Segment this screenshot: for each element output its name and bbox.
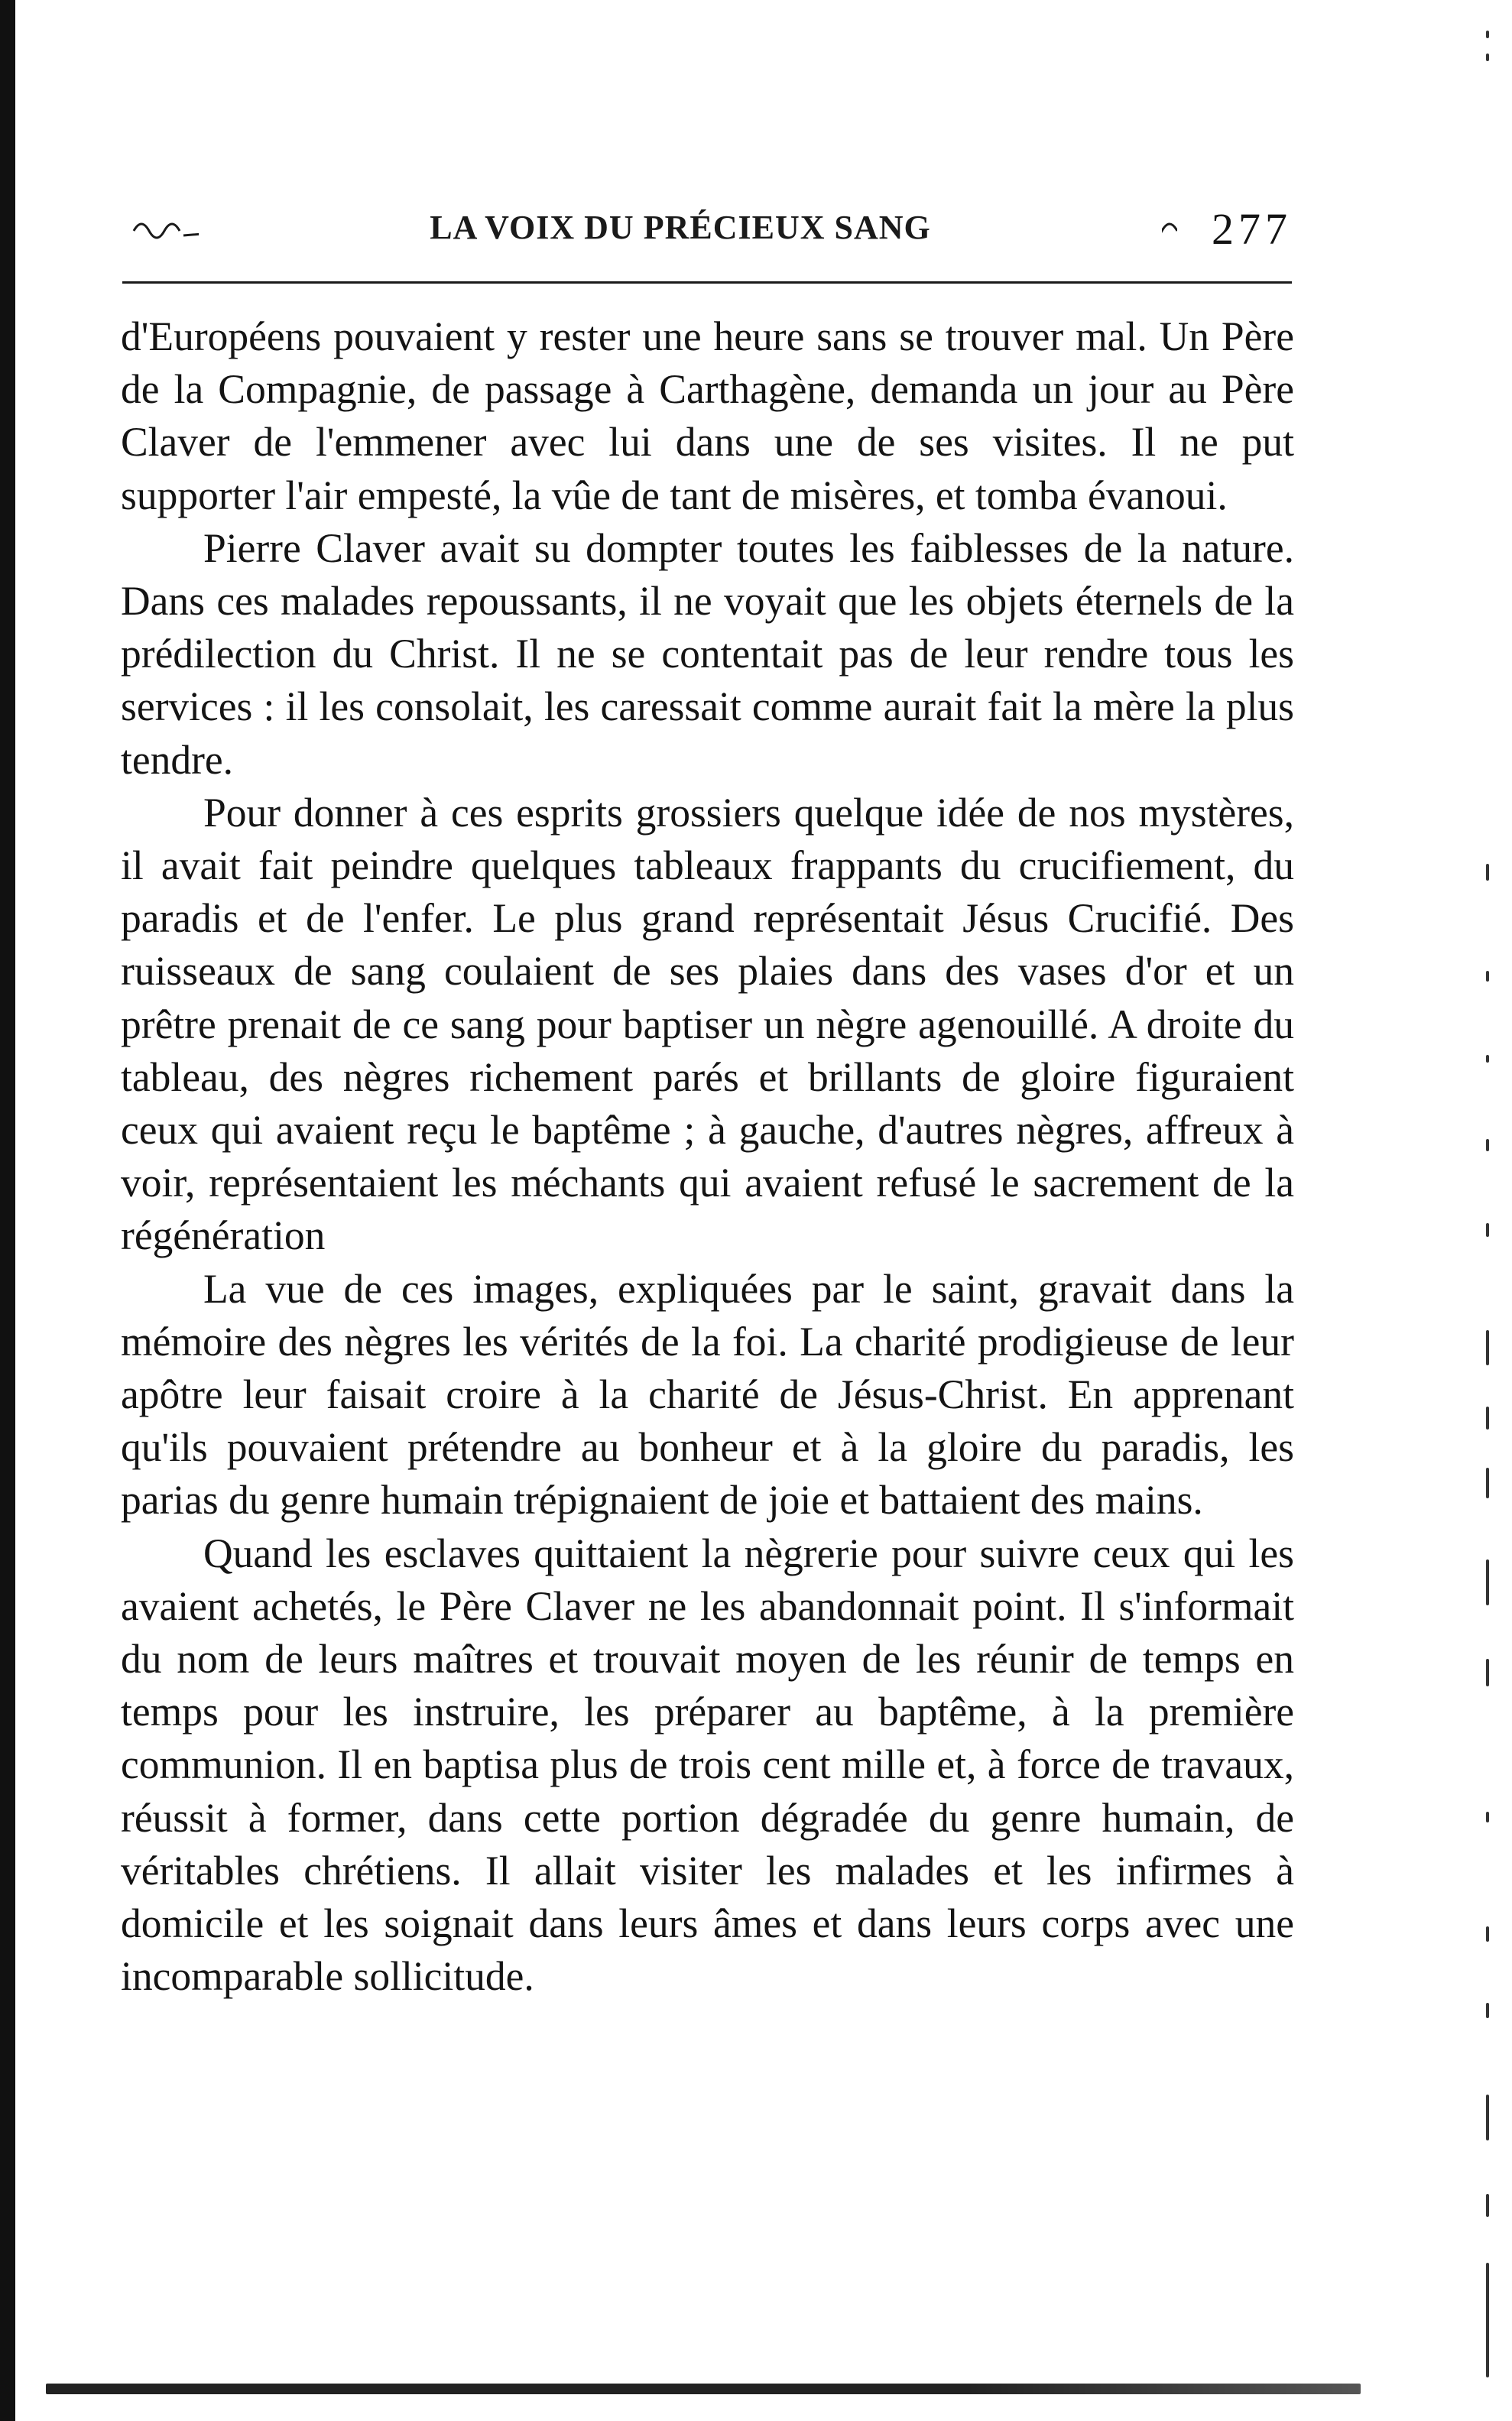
scan-edge-marks xyxy=(1486,31,1495,2400)
scan-binding-edge xyxy=(0,0,15,2421)
paragraph: La vue de ces images, expliquées par le saint, gravait dans la mémoire des nègres les vérités de la foi. La charité prodigieuse de leur apôtre leur faisait croire à la charité de Jésus-Christ. En apprenant qu'ils pouvaient prétendre au bonheur et à la gloire du paradis, les parias du genre humain trépignaient de joie et battaient des mains. xyxy=(121,1265,1294,1524)
running-title: LA VOIX DU PRÉCIEUX SANG xyxy=(199,208,1162,247)
scan-bottom-edge xyxy=(46,2384,1361,2394)
paragraph: Pierre Claver avait su dompter toutes les faiblesses de la nature. Dans ces malades repoussants, il ne voyait que les objets éternels de la prédilection du Christ. Il ne se contentait pas de leur rendre tous les services : il les consolait, les caressait comme aurait fait la mère la plus tendre. xyxy=(121,524,1294,783)
body-text xyxy=(121,310,1294,2004)
header-rule xyxy=(122,281,1292,284)
page-number: 277 xyxy=(1212,204,1292,254)
paragraph: Pour donner à ces esprits grossiers quelque idée de nos mystères, il avait fait peindre quelques tableaux frappants du crucifiement, du paradis et de l'enfer. Le plus grand représentait Jésus Crucifié. Des ruisseaux de sang coulaient de ses plaies dans des vases d'or et un prêtre prenait de ce sang pour baptiser un nègre agenouillé. A droite du tableau, des nègres richement parés et brillants de gloire figuraient ceux qui avaient reçu le baptême ; à gauche, d'autres nègres, affreux à voir, représentaient les méchants qui avaient refusé le sacrement de la régénération xyxy=(121,789,1294,1259)
paragraph: d'Européens pouvaient y rester une heure sans se trouver mal. Un Père de la Compagnie, de passage à Carthagène, demanda un jour au Père Claver de l'emmener avec lui dans une de ses visites. Il ne put supporter l'air empesté, la vûe de tant de misères, et tomba évanoui. xyxy=(121,313,1294,518)
page-header xyxy=(130,200,1292,261)
paragraph: Quand les esclaves quittaient la nègrerie pour suivre ceux qui les avaient achetés, le Père Claver ne les abandonnait point. Il s'informait du nom de leurs maîtres et trouvait moyen de les réunir de temps en temps pour les instruire, les préparer au baptême, à la première communion. Il en baptisa plus de trois cent mille et, à force de travaux, réussit à former, dans cette portion dégradée du genre humain, de véritables chrétiens. Il allait visiter les malades et les infirmes à domicile et les soignait dans leurs âmes et dans leurs corps avec une incomparable sollicitude. xyxy=(121,1530,1294,2000)
